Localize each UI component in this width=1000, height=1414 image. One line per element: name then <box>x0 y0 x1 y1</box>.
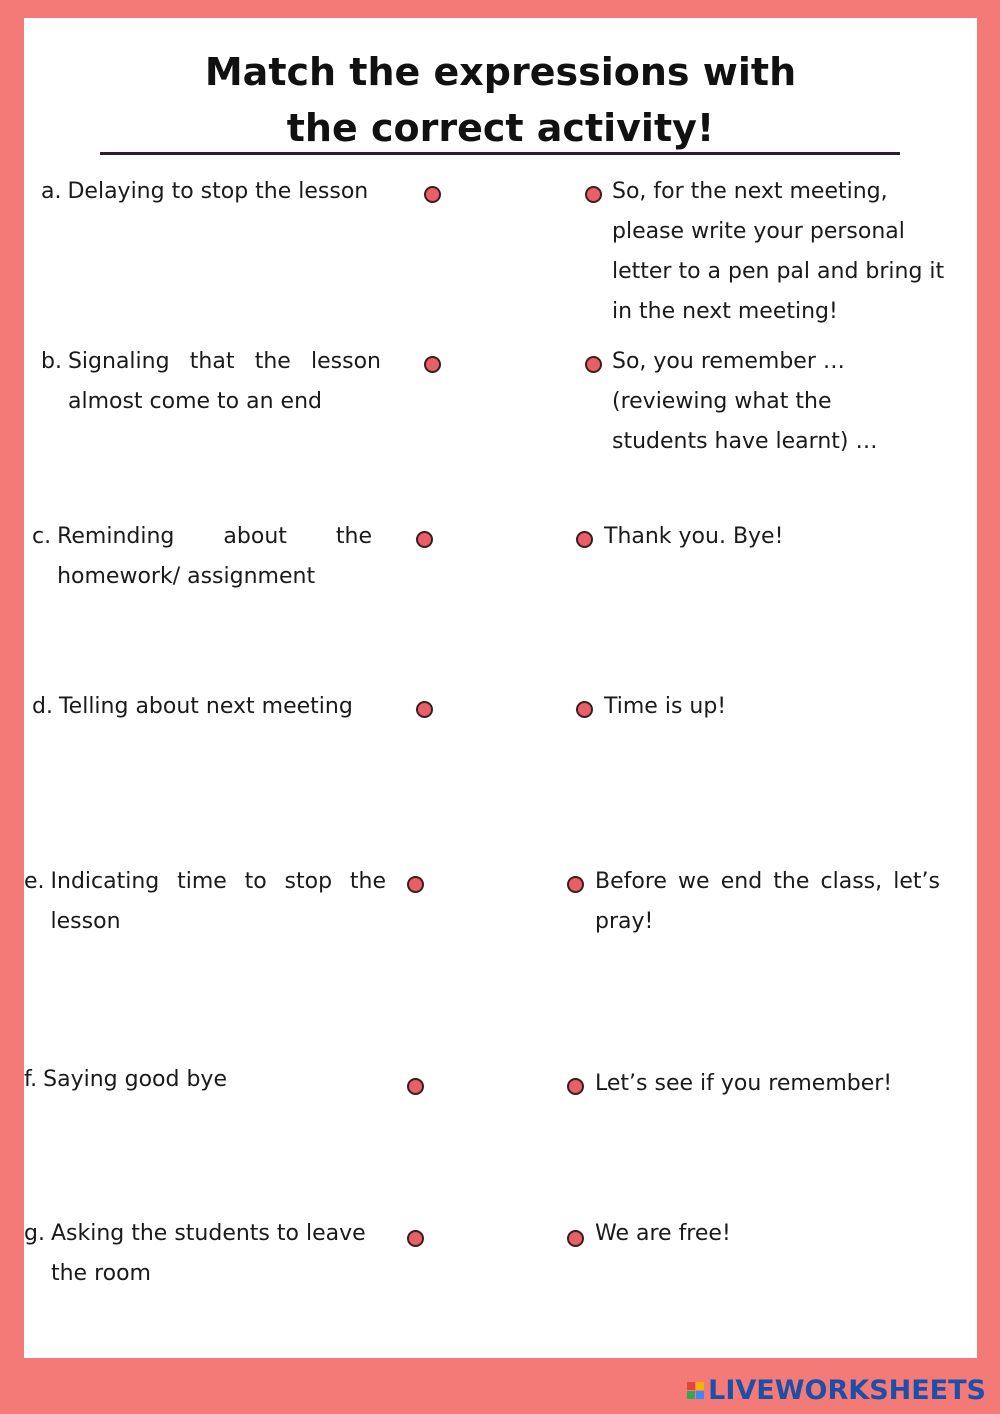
match-dot-right-5[interactable] <box>567 876 584 893</box>
match-dot-left-a[interactable] <box>424 186 441 203</box>
match-dot-right-4[interactable] <box>576 701 593 718</box>
right-text: So, you remember … (reviewing what the students have learnt) … <box>612 349 878 454</box>
match-dot-left-d[interactable] <box>416 701 433 718</box>
match-dot-left-f[interactable] <box>407 1078 424 1095</box>
left-letter: e. <box>24 869 45 894</box>
left-text: Telling about next meeting <box>58 694 353 719</box>
match-dot-left-e[interactable] <box>407 876 424 893</box>
left-letter: d. <box>32 694 53 719</box>
left-text: Delaying to stop the lesson <box>67 179 369 204</box>
right-text: Before we end the class, let’s pray! <box>595 869 940 934</box>
right-item-4 <box>604 687 954 727</box>
left-item-c <box>32 517 372 597</box>
left-letter: b. <box>41 349 62 374</box>
match-dot-right-2[interactable] <box>585 356 602 373</box>
worksheet <box>24 18 977 1358</box>
left-item-f <box>24 1060 386 1100</box>
left-letter: f. <box>24 1067 38 1092</box>
left-text: Indicating time to stop the lesson <box>50 869 386 934</box>
right-item-5 <box>595 862 940 942</box>
right-text: Let’s see if you remember! <box>595 1071 893 1096</box>
liveworksheets-logo <box>687 1375 986 1406</box>
match-dot-left-c[interactable] <box>416 531 433 548</box>
title-underline <box>100 152 900 155</box>
match-dot-right-3[interactable] <box>576 531 593 548</box>
match-dot-right-7[interactable] <box>567 1230 584 1247</box>
left-text: Signaling that the lesson almost come to an end <box>67 349 381 414</box>
right-text: Thank you. Bye! <box>604 524 784 549</box>
left-item-b <box>41 342 381 422</box>
right-item-1 <box>612 172 957 332</box>
brand-name: LIVEWORKSHEETS <box>708 1375 986 1406</box>
page-title <box>24 44 977 156</box>
left-text: Asking the students to leave the room <box>50 1221 366 1286</box>
right-item-2 <box>612 342 902 462</box>
match-dot-left-b[interactable] <box>424 356 441 373</box>
liveworksheets-mark-icon <box>687 1382 704 1399</box>
left-item-d <box>32 687 364 727</box>
right-text: We are free! <box>595 1221 731 1246</box>
left-item-a <box>41 172 391 212</box>
right-text: Time is up! <box>604 694 727 719</box>
left-letter: a. <box>41 179 62 204</box>
match-dot-right-1[interactable] <box>585 186 602 203</box>
title-line-2: the correct activity! <box>286 106 715 150</box>
title-line-1: Match the expressions with <box>204 50 797 94</box>
left-item-g <box>24 1214 400 1294</box>
match-dot-left-g[interactable] <box>407 1230 424 1247</box>
left-letter: c. <box>32 524 52 549</box>
match-dot-right-6[interactable] <box>567 1078 584 1095</box>
right-item-3 <box>604 517 954 557</box>
left-item-e <box>24 862 386 942</box>
left-text: Reminding about the homework/ assignment <box>57 524 372 589</box>
right-item-7 <box>595 1214 955 1254</box>
right-item-6 <box>595 1064 965 1104</box>
left-text: Saying good bye <box>43 1067 227 1092</box>
right-text: So, for the next meeting, please write your personal letter to a pen pal and bring it in the next meeting! <box>612 179 945 324</box>
left-letter: g. <box>24 1221 45 1246</box>
